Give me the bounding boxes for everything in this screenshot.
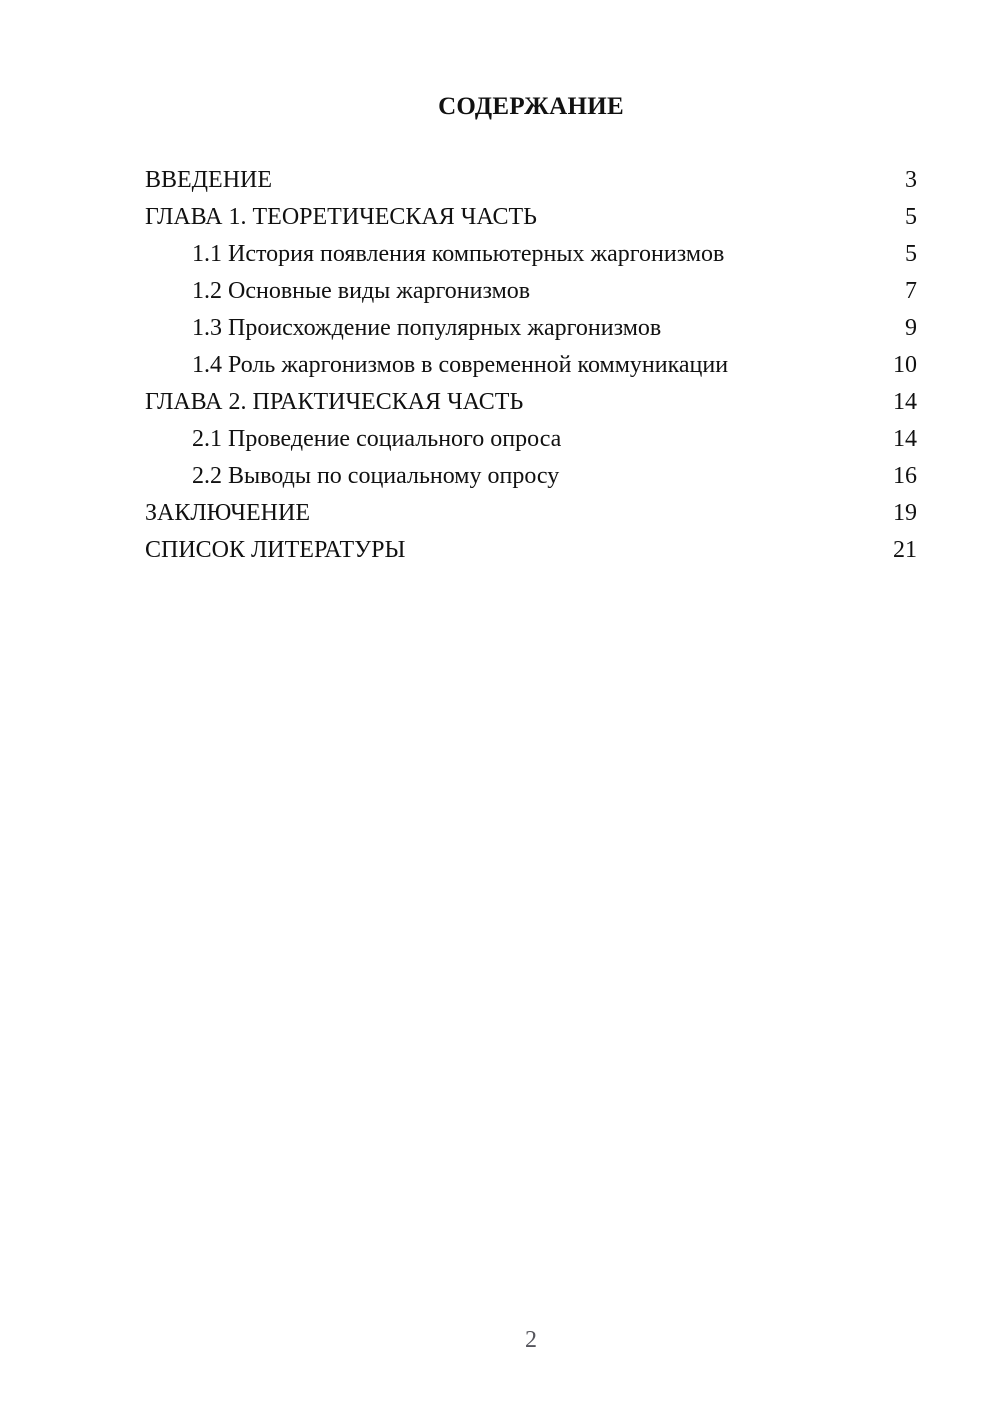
toc-entry-page-number: 10	[893, 352, 917, 378]
toc-row	[145, 384, 917, 421]
toc-row	[145, 236, 917, 273]
toc-entry-page-number: 19	[893, 500, 917, 526]
toc-entry-label: 1.2 Основные виды жаргонизмов	[192, 278, 531, 304]
toc-content	[145, 88, 917, 569]
toc-entry-page-number: 3	[905, 167, 917, 193]
toc-entry-page-number: 9	[905, 315, 917, 341]
toc-entry-label: СПИСОК ЛИТЕРАТУРЫ	[145, 537, 406, 563]
toc-row	[145, 347, 917, 384]
toc-entry-page-number: 14	[893, 426, 917, 452]
toc-entry-page-number: 21	[893, 537, 917, 563]
toc-row	[145, 495, 917, 532]
toc-entry-page-number: 16	[893, 463, 917, 489]
page-title: СОДЕРЖАНИЕ	[438, 93, 624, 120]
toc-entry-page-number: 5	[905, 241, 917, 267]
toc-entry-page-number: 7	[905, 278, 917, 304]
toc-entry-page-number: 5	[905, 204, 917, 230]
toc-row	[145, 273, 917, 310]
toc-entry-label: ВВЕДЕНИЕ	[145, 167, 273, 193]
toc-entry-label: 1.1 История появления компьютерных жаргонизмов	[192, 241, 725, 267]
toc-entry-label: 1.3 Происхождение популярных жаргонизмов	[192, 315, 662, 341]
toc-row	[145, 421, 917, 458]
toc-entry-label: 1.4 Роль жаргонизмов в современной коммуникации	[192, 352, 729, 378]
toc-entry-page-number: 14	[893, 389, 917, 415]
toc-row	[145, 532, 917, 569]
footer-page-number: 2	[525, 1327, 537, 1353]
toc-entry-label: ГЛАВА 1. ТЕОРЕТИЧЕСКАЯ ЧАСТЬ	[145, 204, 537, 230]
table-of-contents	[145, 162, 917, 569]
toc-entry-label: ГЛАВА 2. ПРАКТИЧЕСКАЯ ЧАСТЬ	[145, 389, 524, 415]
toc-row	[145, 199, 917, 236]
toc-row	[145, 162, 917, 199]
toc-entry-label: ЗАКЛЮЧЕНИЕ	[145, 500, 310, 526]
toc-row	[145, 310, 917, 347]
toc-row	[145, 458, 917, 495]
toc-entry-label: 2.1 Проведение социального опроса	[192, 426, 562, 452]
toc-entry-label: 2.2 Выводы по социальному опросу	[192, 463, 560, 489]
